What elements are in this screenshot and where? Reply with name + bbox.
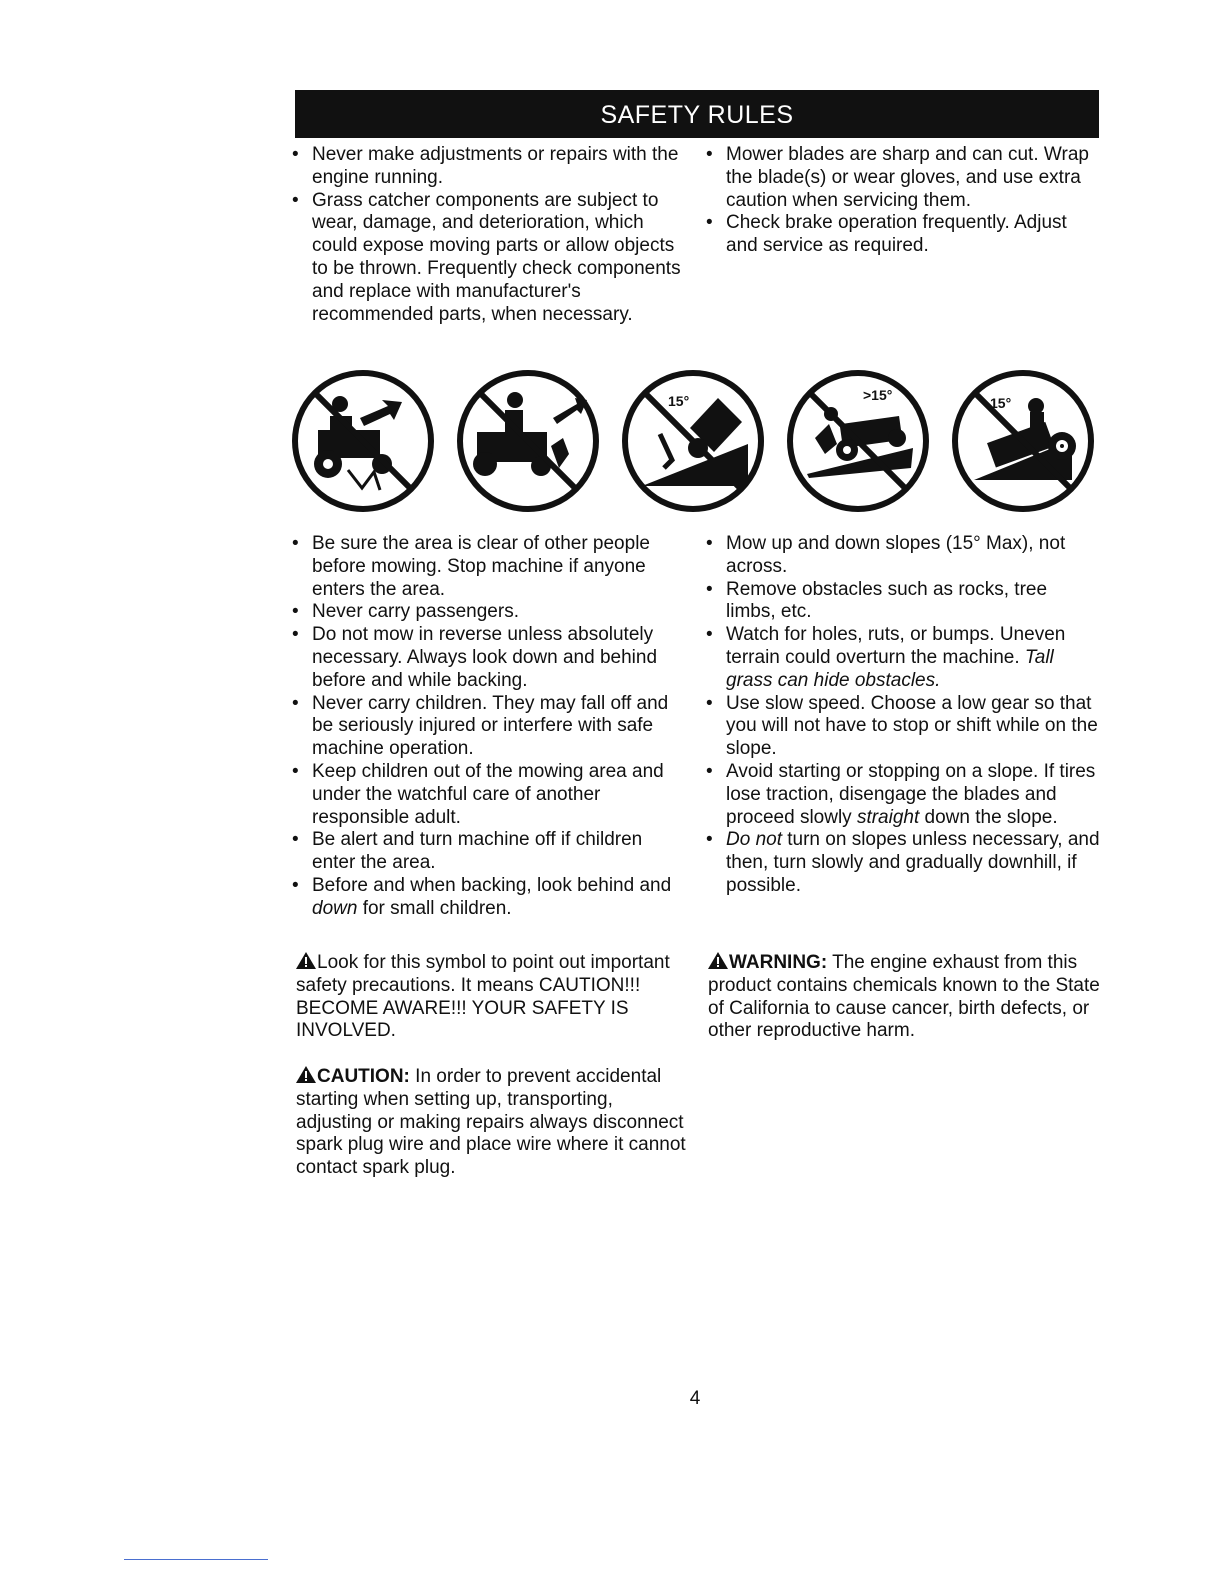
rule-text: Before and when backing, look behind and bbox=[312, 874, 672, 896]
rule-item: • Be alert and turn machine off if children enter the area. bbox=[292, 829, 687, 875]
slope-15-degree-rollover-icon bbox=[620, 368, 766, 514]
rule-item: • Never carry children. They may fall off and be seriously injured or interfere with safe machine operation. bbox=[292, 693, 687, 761]
rule-item: • Mow up and down slopes (15° Max), not across. bbox=[706, 533, 1101, 579]
rule-text: turn on slopes unless necessary, and then, turn slowly and gradually downhill, if possible. bbox=[726, 829, 1100, 896]
footer-rule bbox=[124, 1559, 268, 1560]
rule-emphasis: Do not bbox=[726, 829, 782, 851]
page-number: 4 bbox=[689, 1388, 701, 1409]
rule-item: • Check brake operation frequently. Adjust and service as required. bbox=[706, 212, 1101, 258]
rule-item: • Keep children out of the mowing area and under the watchful care of another responsible adult. bbox=[292, 761, 687, 829]
warning-notice bbox=[708, 952, 1103, 1043]
top-right-rules bbox=[706, 144, 1101, 258]
rule-emphasis: Tall grass can hide obstacles. bbox=[726, 646, 1054, 691]
caution-text: In order to prevent accidental starting when setting up, transporting, adjusting or making repairs always disconnect spark plug wire and place wire where it cannot contact spark plug. bbox=[296, 1066, 686, 1179]
caution-notice bbox=[296, 1066, 691, 1180]
no-children-near-mower-icon bbox=[455, 368, 601, 514]
rule-item: • Mower blades are sharp and can cut. Wrap the blade(s) or wear gloves, and use extra caution when servicing them. bbox=[706, 144, 1101, 212]
warning-text: The engine exhaust from this product contains chemicals known to the State of California to cause cancer, birth defects, or other reproductive harm. bbox=[708, 952, 1100, 1042]
warning-triangle-icon bbox=[296, 952, 316, 969]
rule-item bbox=[706, 761, 1101, 829]
rule-item: • Be sure the area is clear of other people before mowing. Stop machine if anyone enters the area. bbox=[292, 533, 687, 601]
slope-over-15-degree-icon bbox=[785, 368, 931, 514]
rule-item bbox=[706, 829, 1101, 897]
warning-triangle-icon bbox=[708, 952, 728, 969]
page-title: SAFETY RULES bbox=[600, 101, 794, 129]
rule-emphasis: down bbox=[312, 897, 358, 919]
rule-item: • Do not mow in reverse unless absolutely necessary. Always look down and behind before and while backing. bbox=[292, 624, 687, 692]
rule-item bbox=[292, 875, 687, 921]
safety-symbol-notice bbox=[296, 952, 691, 1043]
rule-item bbox=[706, 624, 1101, 692]
rule-emphasis: straight bbox=[856, 806, 920, 828]
slope-angle-label: 15° bbox=[668, 393, 690, 409]
rule-item: • Never make adjustments or repairs with the engine running. bbox=[292, 144, 687, 190]
warning-triangle-icon bbox=[296, 1066, 316, 1083]
safety-pictograms bbox=[290, 368, 1100, 518]
symbol-notice-text: Look for this symbol to point out important safety precautions. It means CAUTION!!! BECOME AWARE!!! YOUR SAFETY IS INVOLVED. bbox=[296, 952, 670, 1042]
rule-item: • Grass catcher components are subject to wear, damage, and deterioration, which could expose moving parts or allow objects to be thrown. Frequently check components and replace with manufacturer's recommended parts, when necessary. bbox=[292, 190, 687, 327]
rule-item: • Use slow speed. Choose a low gear so that you will not have to stop or shift while on the slope. bbox=[706, 693, 1101, 761]
caution-label: CAUTION: bbox=[317, 1066, 410, 1087]
no-passengers-icon bbox=[290, 368, 436, 514]
warning-label: WARNING: bbox=[729, 952, 828, 973]
top-left-rules bbox=[292, 144, 687, 326]
rule-text: Watch for holes, ruts, or bumps. Uneven terrain could overturn the machine. bbox=[726, 624, 1066, 668]
slope-angle-label: 15° bbox=[990, 395, 1012, 411]
rule-item: • Remove obstacles such as rocks, tree limbs, etc. bbox=[706, 579, 1101, 625]
slope-15-degree-mow-icon bbox=[950, 368, 1096, 514]
slope-angle-label: >15° bbox=[863, 387, 893, 403]
rule-text: down the slope. bbox=[919, 806, 1058, 828]
rule-text: for small children. bbox=[357, 897, 512, 919]
rule-item: • Never carry passengers. bbox=[292, 601, 687, 624]
mid-right-rules bbox=[706, 533, 1101, 898]
rule-text: Avoid starting or stopping on a slope. If tires lose traction, disengage the blades and proceed slowly bbox=[726, 760, 1096, 828]
section-title-banner bbox=[295, 90, 1099, 138]
mid-left-rules bbox=[292, 533, 687, 921]
